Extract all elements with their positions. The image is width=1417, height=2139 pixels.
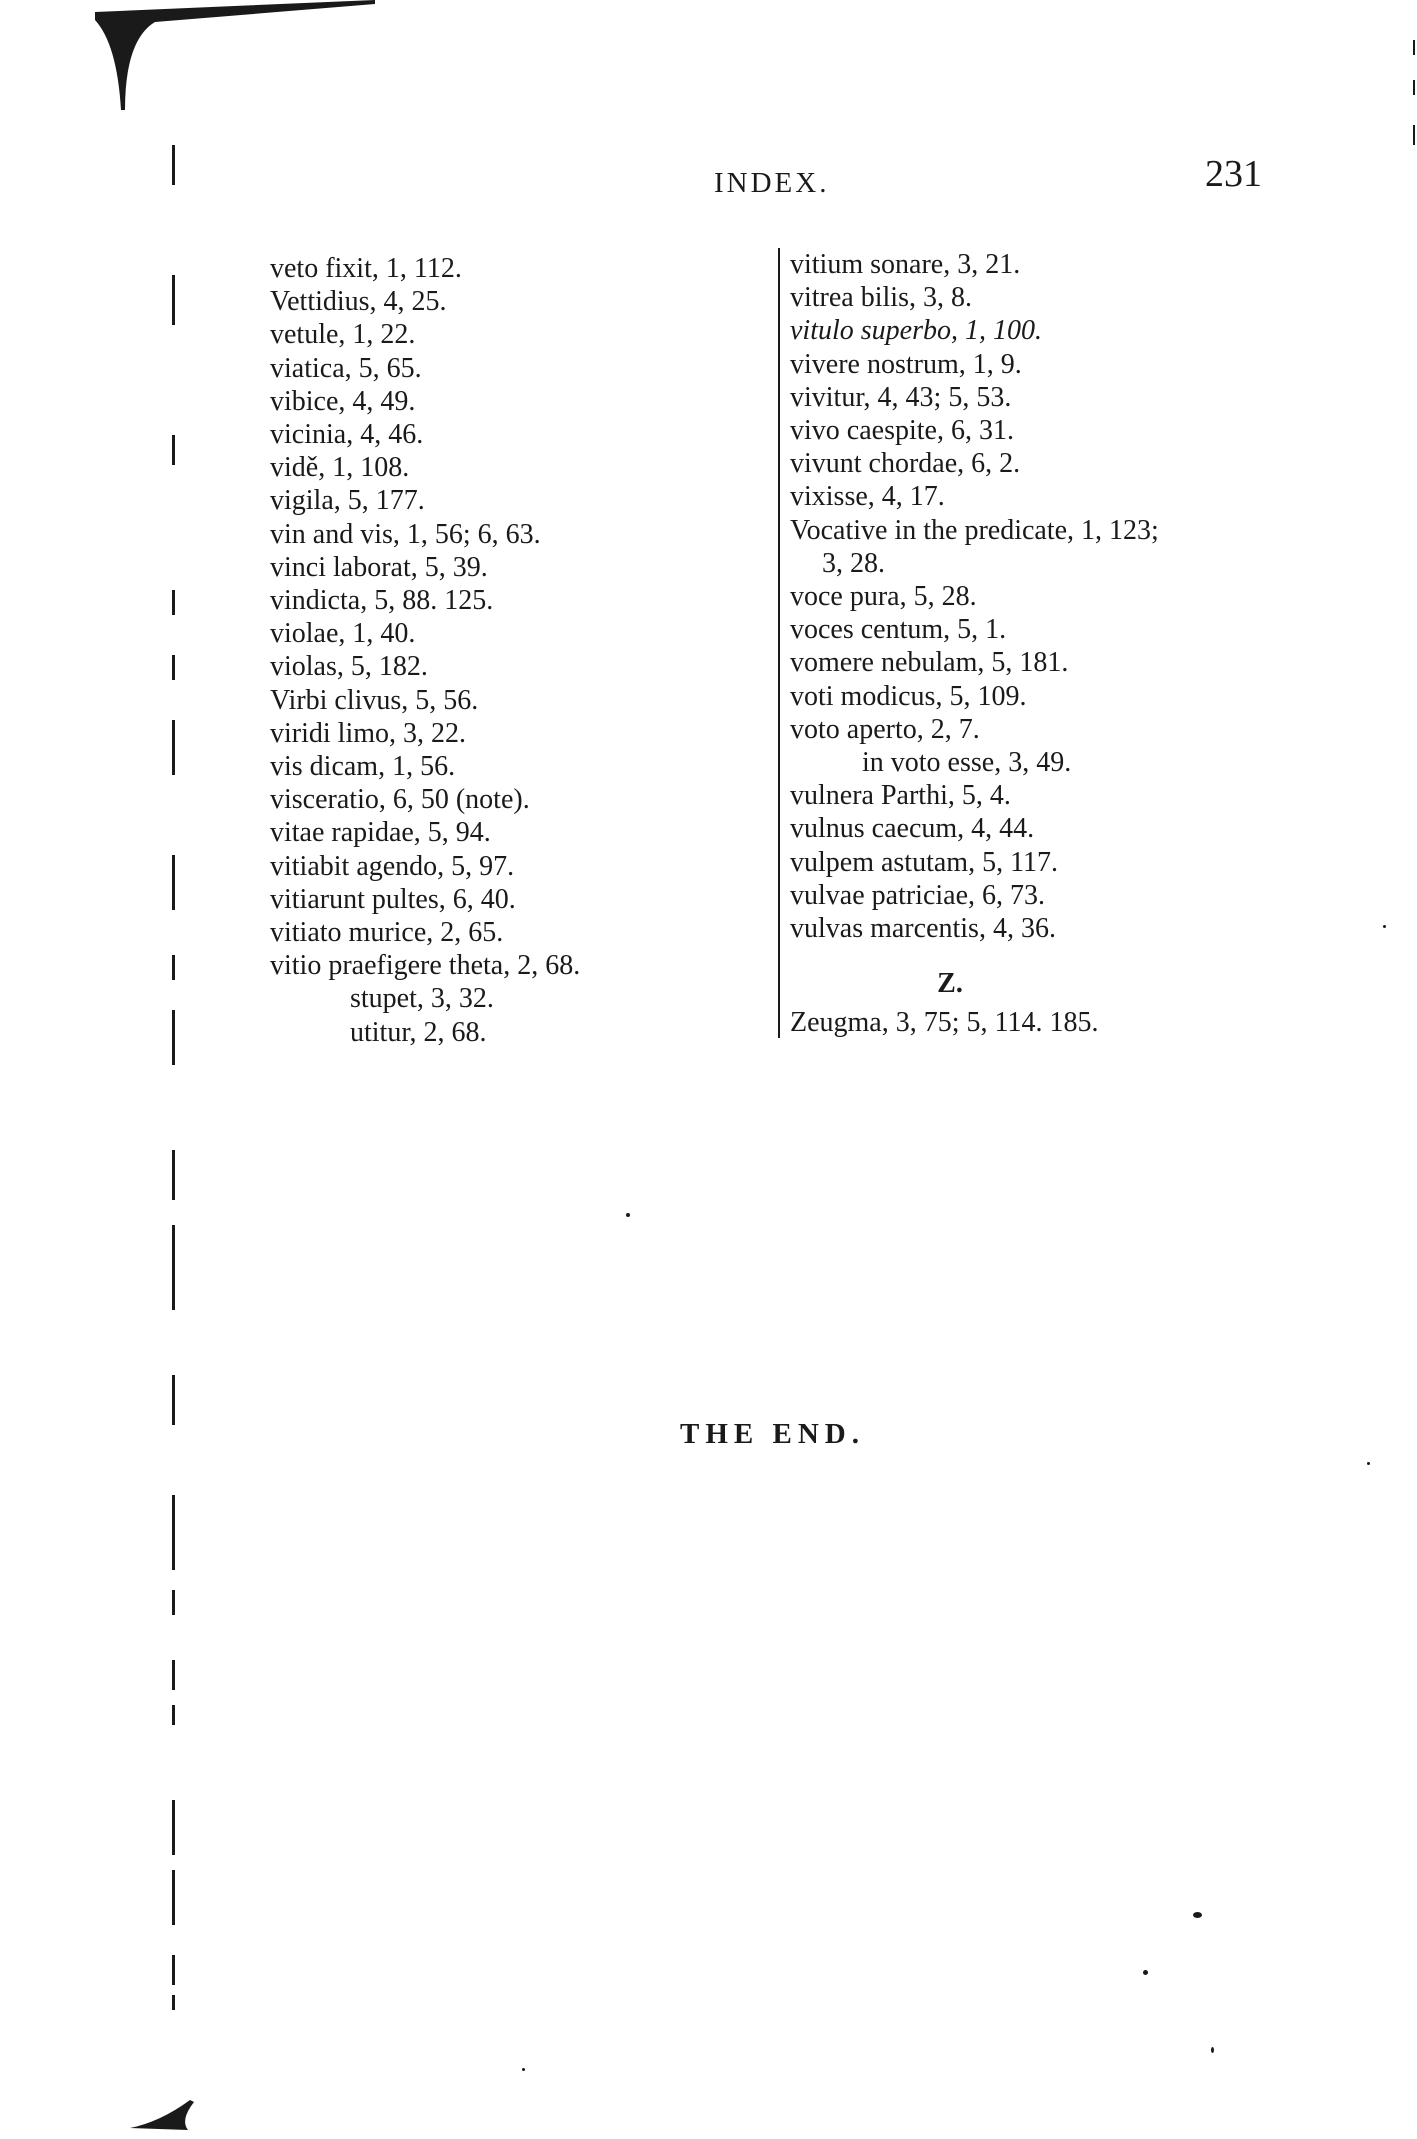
index-entry: vivere nostrum, 1, 9.	[790, 348, 1022, 380]
index-entry: voti modicus, 5, 109.	[790, 680, 1027, 712]
gutter-mark	[172, 1660, 175, 1690]
ink-speck	[1143, 1970, 1148, 1975]
index-entry: vomere nebulam, 5, 181.	[790, 647, 1069, 679]
ink-speck	[1383, 925, 1386, 928]
letter-heading: Z.	[937, 968, 963, 1000]
ink-speck	[1193, 1912, 1202, 1918]
index-entry: vitiabit agendo, 5, 97.	[270, 850, 515, 882]
gutter-mark	[172, 1800, 175, 1855]
index-entry: vigila, 5, 177.	[270, 485, 425, 517]
index-entry: vivitur, 4, 43; 5, 53.	[790, 381, 1012, 413]
index-entry: vulvae patriciae, 6, 73.	[790, 879, 1046, 911]
column-rule	[778, 248, 780, 1038]
running-head: INDEX.	[714, 167, 830, 199]
index-entry: vitiarunt pultes, 6, 40.	[270, 883, 516, 915]
index-entry: 3, 28.	[822, 547, 885, 579]
page-corner-ornament-top	[95, 0, 375, 110]
index-entry: vitiato murice, 2, 65.	[270, 917, 504, 949]
index-entry: voto aperto, 2, 7.	[790, 713, 980, 745]
index-entry: Vettidius, 4, 25.	[270, 286, 447, 318]
index-entry: Virbi clivus, 5, 56.	[270, 684, 479, 716]
index-entry: vin and vis, 1, 56; 6, 63.	[270, 518, 541, 550]
gutter-mark	[172, 1955, 175, 1985]
index-entry: vulnera Parthi, 5, 4.	[790, 780, 1011, 812]
index-entry: vicinia, 4, 46.	[270, 419, 424, 451]
page-corner-ornament-bottom	[130, 2100, 200, 2130]
index-entry: vitium sonare, 3, 21.	[790, 249, 1021, 280]
gutter-mark	[172, 590, 175, 615]
index-entry: vinci laborat, 5, 39.	[270, 551, 488, 583]
index-entry: vulnus caecum, 4, 44.	[790, 813, 1035, 845]
index-entry: vitae rapidae, 5, 94.	[270, 817, 491, 849]
index-entry: vivunt chordae, 6, 2.	[790, 448, 1021, 480]
index-entry: Zeugma, 3, 75; 5, 114. 185.	[790, 1007, 1099, 1039]
index-entry: vulvas marcentis, 4, 36.	[790, 913, 1056, 945]
gutter-mark	[172, 1870, 175, 1925]
index-entry: viridi limo, 3, 22.	[270, 717, 466, 749]
index-entry: vis dicam, 1, 56.	[270, 751, 456, 783]
index-entry: vitio praefigere theta, 2, 68.	[270, 950, 581, 982]
index-entry: voces centum, 5, 1.	[790, 614, 1007, 646]
index-entries-z	[790, 1006, 1330, 1039]
index-entry: vitulo superbo, 1, 100.	[790, 315, 1042, 347]
ink-speck	[626, 1213, 630, 1217]
index-column-right	[790, 248, 1330, 1040]
gutter-mark	[172, 1705, 175, 1725]
index-entry: vixisse, 4, 17.	[790, 481, 945, 513]
index-entry: violas, 5, 182.	[270, 651, 428, 683]
index-entry: voce pura, 5, 28.	[790, 581, 977, 613]
index-entry: veto fixit, 1, 112.	[270, 253, 462, 284]
index-entry: violae, 1, 40.	[270, 618, 416, 650]
gutter-mark	[172, 855, 175, 910]
gutter-mark	[172, 1010, 175, 1065]
index-entry: utitur, 2, 68.	[350, 1016, 487, 1048]
index-entries-right	[790, 248, 1330, 945]
index-entry: vetule, 1, 22.	[270, 319, 416, 351]
index-entry: stupet, 3, 32.	[350, 983, 494, 1015]
index-entry: vibice, 4, 49.	[270, 385, 416, 417]
index-entry: viatica, 5, 65.	[270, 352, 422, 384]
ink-speck	[1211, 2047, 1214, 2053]
gutter-mark	[172, 145, 175, 185]
gutter-mark	[172, 435, 175, 465]
edge-mark	[1413, 40, 1415, 55]
gutter-mark	[172, 1150, 175, 1200]
index-entry: visceratio, 6, 50 (note).	[270, 784, 530, 816]
gutter-mark	[172, 1495, 175, 1570]
ink-speck	[522, 2068, 525, 2071]
the-end: THE END.	[680, 1418, 865, 1450]
edge-mark	[1413, 125, 1415, 145]
gutter-mark	[172, 655, 175, 680]
gutter-mark	[172, 955, 175, 980]
gutter-mark	[172, 275, 175, 325]
index-entry: vulpem astutam, 5, 117.	[790, 846, 1059, 878]
gutter-mark	[172, 1375, 175, 1425]
index-entry: vitrea bilis, 3, 8.	[790, 282, 972, 314]
gutter-mark	[172, 720, 175, 775]
index-entry: Vocative in the predicate, 1, 123;	[790, 514, 1159, 546]
gutter-mark	[172, 1590, 175, 1615]
index-entry: vindicta, 5, 88. 125.	[270, 585, 494, 617]
gutter-mark	[172, 1225, 175, 1310]
index-entry: vivo caespite, 6, 31.	[790, 415, 1014, 447]
index-entry: vidě, 1, 108.	[270, 452, 410, 484]
index-column-left	[270, 252, 740, 1049]
ink-speck	[1367, 1462, 1370, 1465]
gutter-mark	[172, 1995, 175, 2010]
edge-mark	[1413, 80, 1415, 95]
page-number: 231	[1205, 153, 1262, 195]
index-entry: in voto esse, 3, 49.	[862, 747, 1072, 779]
